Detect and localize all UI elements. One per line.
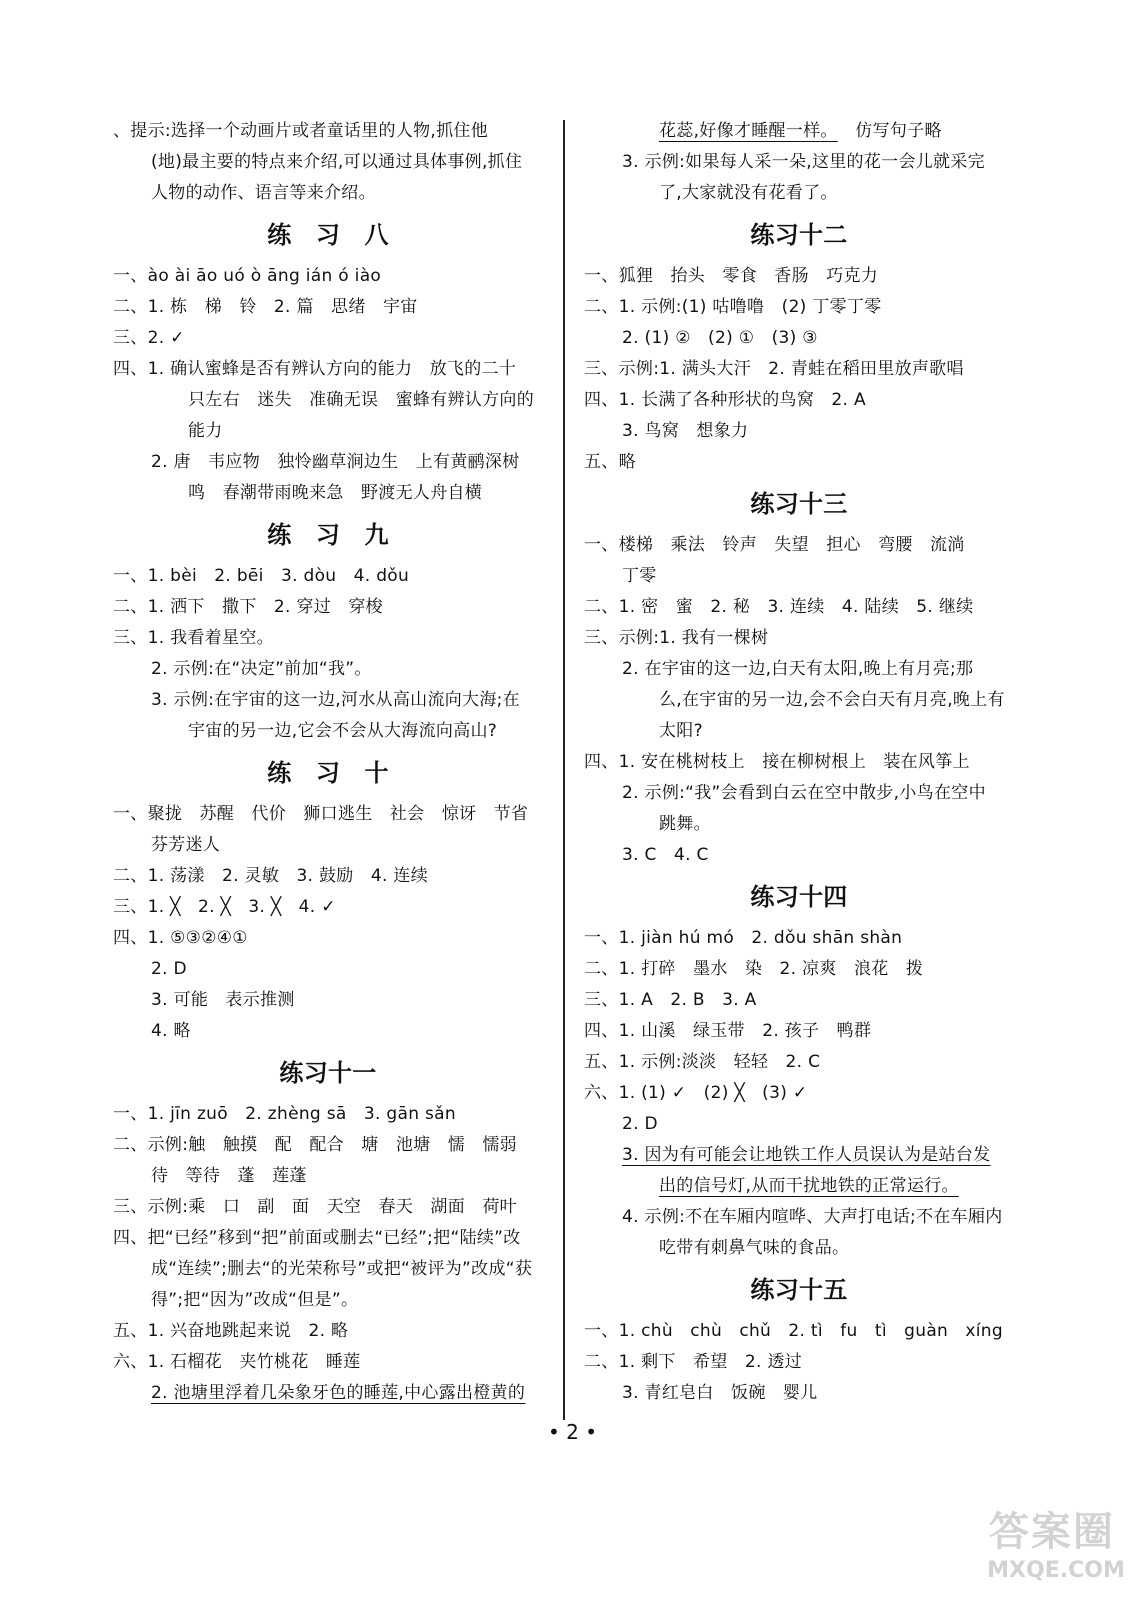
answer-line [584, 178, 1014, 209]
answer-line [113, 447, 543, 478]
answer-text: 鸣 春潮带雨晚来急 野渡无人舟自横 [188, 483, 483, 503]
answer-line [584, 147, 1014, 178]
answer-text: 一、1. jiàn hú mó 2. dǒu shān shàn [584, 928, 903, 948]
answer-text: 三、示例:乘 口 副 面 天空 春天 湖面 荷叶 [113, 1197, 517, 1217]
answer-text: 得”;把“因为”改成“但是”。 [151, 1290, 359, 1310]
answer-text: 么,在宇宙的另一边,会不会白天有月亮,晚上有 [659, 690, 1005, 710]
answer-text: 二、1. 密 蜜 2. 秘 3. 连续 4. 陆续 5. 继续 [584, 597, 974, 617]
page-number: • 2 • [547, 1420, 598, 1444]
answer-text: 吃带有刺鼻气味的食品。 [659, 1238, 850, 1258]
answer-line [113, 1130, 543, 1161]
answer-line [113, 923, 543, 954]
answer-line [584, 1347, 1014, 1378]
answer-text: 3. 示例:如果每人采一朵,这里的花一会儿就采完 [622, 152, 985, 172]
answer-text: 2. D [151, 959, 187, 979]
answer-line [113, 178, 543, 209]
answer-text: 四、1. ⑤③②④① [113, 928, 248, 948]
answer-line [584, 385, 1014, 416]
section-heading: 练 习 八 [267, 220, 389, 249]
answer-line [584, 1109, 1014, 1140]
answer-text: 只左右 迷失 准确无误 蜜蜂有辨认方向的 [188, 390, 534, 410]
section-heading: 练习十三 [750, 489, 848, 518]
answer-line [584, 1078, 1014, 1109]
section-heading: 练 习 十 [267, 758, 389, 787]
answer-line [584, 530, 1014, 561]
answer-line [113, 861, 543, 892]
answer-text: 五、1. 示例:淡淡 轻轻 2. C [584, 1052, 821, 1072]
answer-text: 3. C 4. C [622, 845, 709, 865]
answer-text: 3. 鸟窝 想象力 [622, 421, 749, 441]
answer-line [113, 561, 543, 592]
answer-text: 四、1. 长满了各种形状的鸟窝 2. A [584, 390, 866, 410]
section-heading: 练习十一 [279, 1058, 377, 1087]
answer-text: 三、2. ✓ [113, 328, 185, 348]
answer-line [584, 685, 1014, 716]
answer-text: 一、聚拢 苏醒 代价 狮口逃生 社会 惊讶 节省 [113, 804, 529, 824]
answer-line [584, 561, 1014, 592]
answer-line [113, 478, 543, 509]
answer-line [113, 1378, 543, 1409]
answer-line [113, 892, 543, 923]
answer-text: 二、1. 剩下 希望 2. 透过 [584, 1352, 803, 1372]
answer-line [584, 747, 1014, 778]
answer-text: 能力 [188, 421, 223, 441]
answer-text: 一、ào ài āo uó ò āng ián ó iào [113, 266, 382, 286]
answer-line [113, 1192, 543, 1223]
answer-line [113, 323, 543, 354]
answer-text-underlined: 花蕊,好像才睡醒一样。 [659, 121, 838, 141]
answer-text: 二、1. 打碎 墨水 染 2. 凉爽 浪花 拨 [584, 959, 924, 979]
answer-line [113, 416, 543, 447]
answer-line [113, 354, 543, 385]
answer-text: 三、1. ╳ 2. ╳ 3. ╳ 4. ✓ [113, 897, 336, 917]
answer-line [113, 1316, 543, 1347]
answer-text: 2. 示例:“我”会看到白云在空中散步,小鸟在空中 [622, 783, 986, 803]
answer-line [113, 1254, 543, 1285]
answer-text: 二、1. 栋 梯 铃 2. 篇 思绪 宇宙 [113, 297, 418, 317]
answer-text: 2. 示例:在“决定”前加“我”。 [151, 659, 372, 679]
answer-line [113, 1347, 543, 1378]
answer-text: 四、1. 确认蜜蜂是否有辨认方向的能力 放飞的二十 [113, 359, 517, 379]
answer-text: 六、1. 石榴花 夹竹桃花 睡莲 [113, 1352, 361, 1372]
answer-text: (地)最主要的特点来介绍,可以通过具体事例,抓住 [151, 152, 523, 172]
section-heading: 练习十二 [750, 220, 848, 249]
watermark-logo-mark: 答案圈 [989, 1509, 1115, 1555]
answer-text: 成“连续”;删去“的光荣称号”或把“被评为”改成“获 [151, 1259, 533, 1279]
section-heading: 练习十四 [750, 882, 848, 911]
answer-text: 2. D [622, 1114, 658, 1134]
answer-line [113, 654, 543, 685]
answer-line [113, 261, 543, 292]
answer-line [584, 447, 1014, 478]
answer-line [113, 116, 543, 147]
answer-line [584, 261, 1014, 292]
answer-text: 待 等待 蓬 莲蓬 [151, 1166, 307, 1186]
answer-text: 、提示:选择一个动画片或者童话里的人物,抓住他 [113, 121, 489, 141]
answer-text: 三、1. 我看着星空。 [113, 628, 274, 648]
answer-text: 四、1. 山溪 绿玉带 2. 孩子 鸭群 [584, 1021, 872, 1041]
answer-text: 了,大家就没有花看了。 [659, 183, 838, 203]
answer-line [113, 1285, 543, 1316]
answer-text: 一、1. chù chù chǔ 2. tì fu tì guàn xíng [584, 1321, 1003, 1341]
answer-text: 仿写句子略 [838, 121, 942, 141]
answer-line [584, 1316, 1014, 1347]
answer-text: 四、1. 安在桃树枝上 接在柳树根上 装在风筝上 [584, 752, 970, 772]
left-column [113, 116, 543, 1409]
answer-line [584, 623, 1014, 654]
answer-line [584, 778, 1014, 809]
answer-text: 3. 青红皂白 饭碗 婴儿 [622, 1383, 818, 1403]
answer-text: 人物的动作、语言等来介绍。 [151, 183, 376, 203]
answer-line [113, 292, 543, 323]
answer-text: 一、1. bèi 2. bēi 3. dòu 4. dǒu [113, 566, 410, 586]
answer-text: 三、示例:1. 满头大汗 2. 青蛙在稻田里放声歌唱 [584, 359, 964, 379]
answer-line [584, 1016, 1014, 1047]
watermark-logo [981, 1500, 1131, 1592]
answer-line [584, 716, 1014, 747]
answer-line [584, 654, 1014, 685]
answer-line [584, 116, 1014, 147]
answer-text: 3. 可能 表示推测 [151, 990, 295, 1010]
answer-text-underlined: 3. 因为有可能会让地铁工作人员误认为是站台发 [622, 1145, 991, 1165]
section-heading: 练 习 九 [267, 520, 389, 549]
answer-text: 芬芳迷人 [151, 835, 221, 855]
answer-line [113, 385, 543, 416]
answer-text: 跳舞。 [659, 814, 711, 834]
answer-line [113, 685, 543, 716]
answer-text: 二、示例:触 触摸 配 配合 塘 池塘 懦 懦弱 [113, 1135, 517, 1155]
answer-line [113, 1161, 543, 1192]
watermark-url: MXQE.COM [987, 1558, 1125, 1583]
right-column [584, 116, 1014, 1409]
answer-line [584, 1047, 1014, 1078]
answer-line [584, 416, 1014, 447]
answer-line [113, 1223, 543, 1254]
answer-text: 丁零 [622, 566, 657, 586]
answer-text: 五、略 [584, 452, 636, 472]
answer-line [113, 147, 543, 178]
answer-text: 三、示例:1. 我有一棵树 [584, 628, 769, 648]
answer-line [113, 1099, 543, 1130]
answer-text: 太阳? [659, 721, 703, 741]
answer-line [584, 923, 1014, 954]
answer-line [584, 592, 1014, 623]
answer-text: 4. 略 [151, 1021, 191, 1041]
answer-text: 三、1. A 2. B 3. A [584, 990, 757, 1010]
answer-text: 二、1. 荡漾 2. 灵敏 3. 鼓励 4. 连续 [113, 866, 428, 886]
answer-line [584, 985, 1014, 1016]
answer-line [584, 354, 1014, 385]
answer-line [113, 799, 543, 830]
answer-line [113, 592, 543, 623]
answer-text: 2. 唐 韦应物 独怜幽草涧边生 上有黄鹂深树 [151, 452, 520, 472]
answer-text: 一、楼梯 乘法 铃声 失望 担心 弯腰 流淌 [584, 535, 965, 555]
answer-text-underlined: 出的信号灯,从而干扰地铁的正常运行。 [659, 1176, 959, 1196]
answer-line [584, 809, 1014, 840]
answer-text: 2. (1) ② (2) ① (3) ③ [622, 328, 818, 348]
answer-text: 二、1. 洒下 撒下 2. 穿过 穿梭 [113, 597, 383, 617]
answer-line [584, 292, 1014, 323]
answer-text: 宇宙的另一边,它会不会从大海流向高山? [188, 721, 498, 741]
answer-line [584, 323, 1014, 354]
answer-line [113, 985, 543, 1016]
answer-line [584, 840, 1014, 871]
answer-text-underlined: 2. 池塘里浮着几朵象牙色的睡莲,中心露出橙黄的 [151, 1383, 526, 1403]
answer-line [584, 954, 1014, 985]
answer-line [584, 1378, 1014, 1409]
answer-text: 四、把“已经”移到“把”前面或删去“已经”;把“陆续”改 [113, 1228, 521, 1248]
answer-text: 六、1. (1) ✓ (2) ╳ (3) ✓ [584, 1083, 808, 1103]
answer-line [113, 623, 543, 654]
answer-text: 4. 示例:不在车厢内喧哗、大声打电话;不在车厢内 [622, 1207, 1003, 1227]
section-heading: 练习十五 [750, 1275, 848, 1304]
answer-line [584, 1233, 1014, 1264]
answer-text: 2. 在宇宙的这一边,白天有太阳,晚上有月亮;那 [622, 659, 974, 679]
answer-text: 五、1. 兴奋地跳起来说 2. 略 [113, 1321, 349, 1341]
answer-text: 二、1. 示例:(1) 咕噜噜 (2) 丁零丁零 [584, 297, 882, 317]
answer-line [113, 1016, 543, 1047]
answer-line [113, 954, 543, 985]
answer-line [584, 1171, 1014, 1202]
answer-line [113, 716, 543, 747]
answer-text: 一、1. jīn zuō 2. zhèng sā 3. gān sǎn [113, 1104, 456, 1124]
answer-line [113, 830, 543, 861]
answer-text: 一、狐狸 抬头 零食 香肠 巧克力 [584, 266, 879, 286]
column-divider [563, 120, 565, 1420]
answer-line [584, 1202, 1014, 1233]
answer-line [584, 1140, 1014, 1171]
answer-text: 3. 示例:在宇宙的这一边,河水从高山流向大海;在 [151, 690, 520, 710]
